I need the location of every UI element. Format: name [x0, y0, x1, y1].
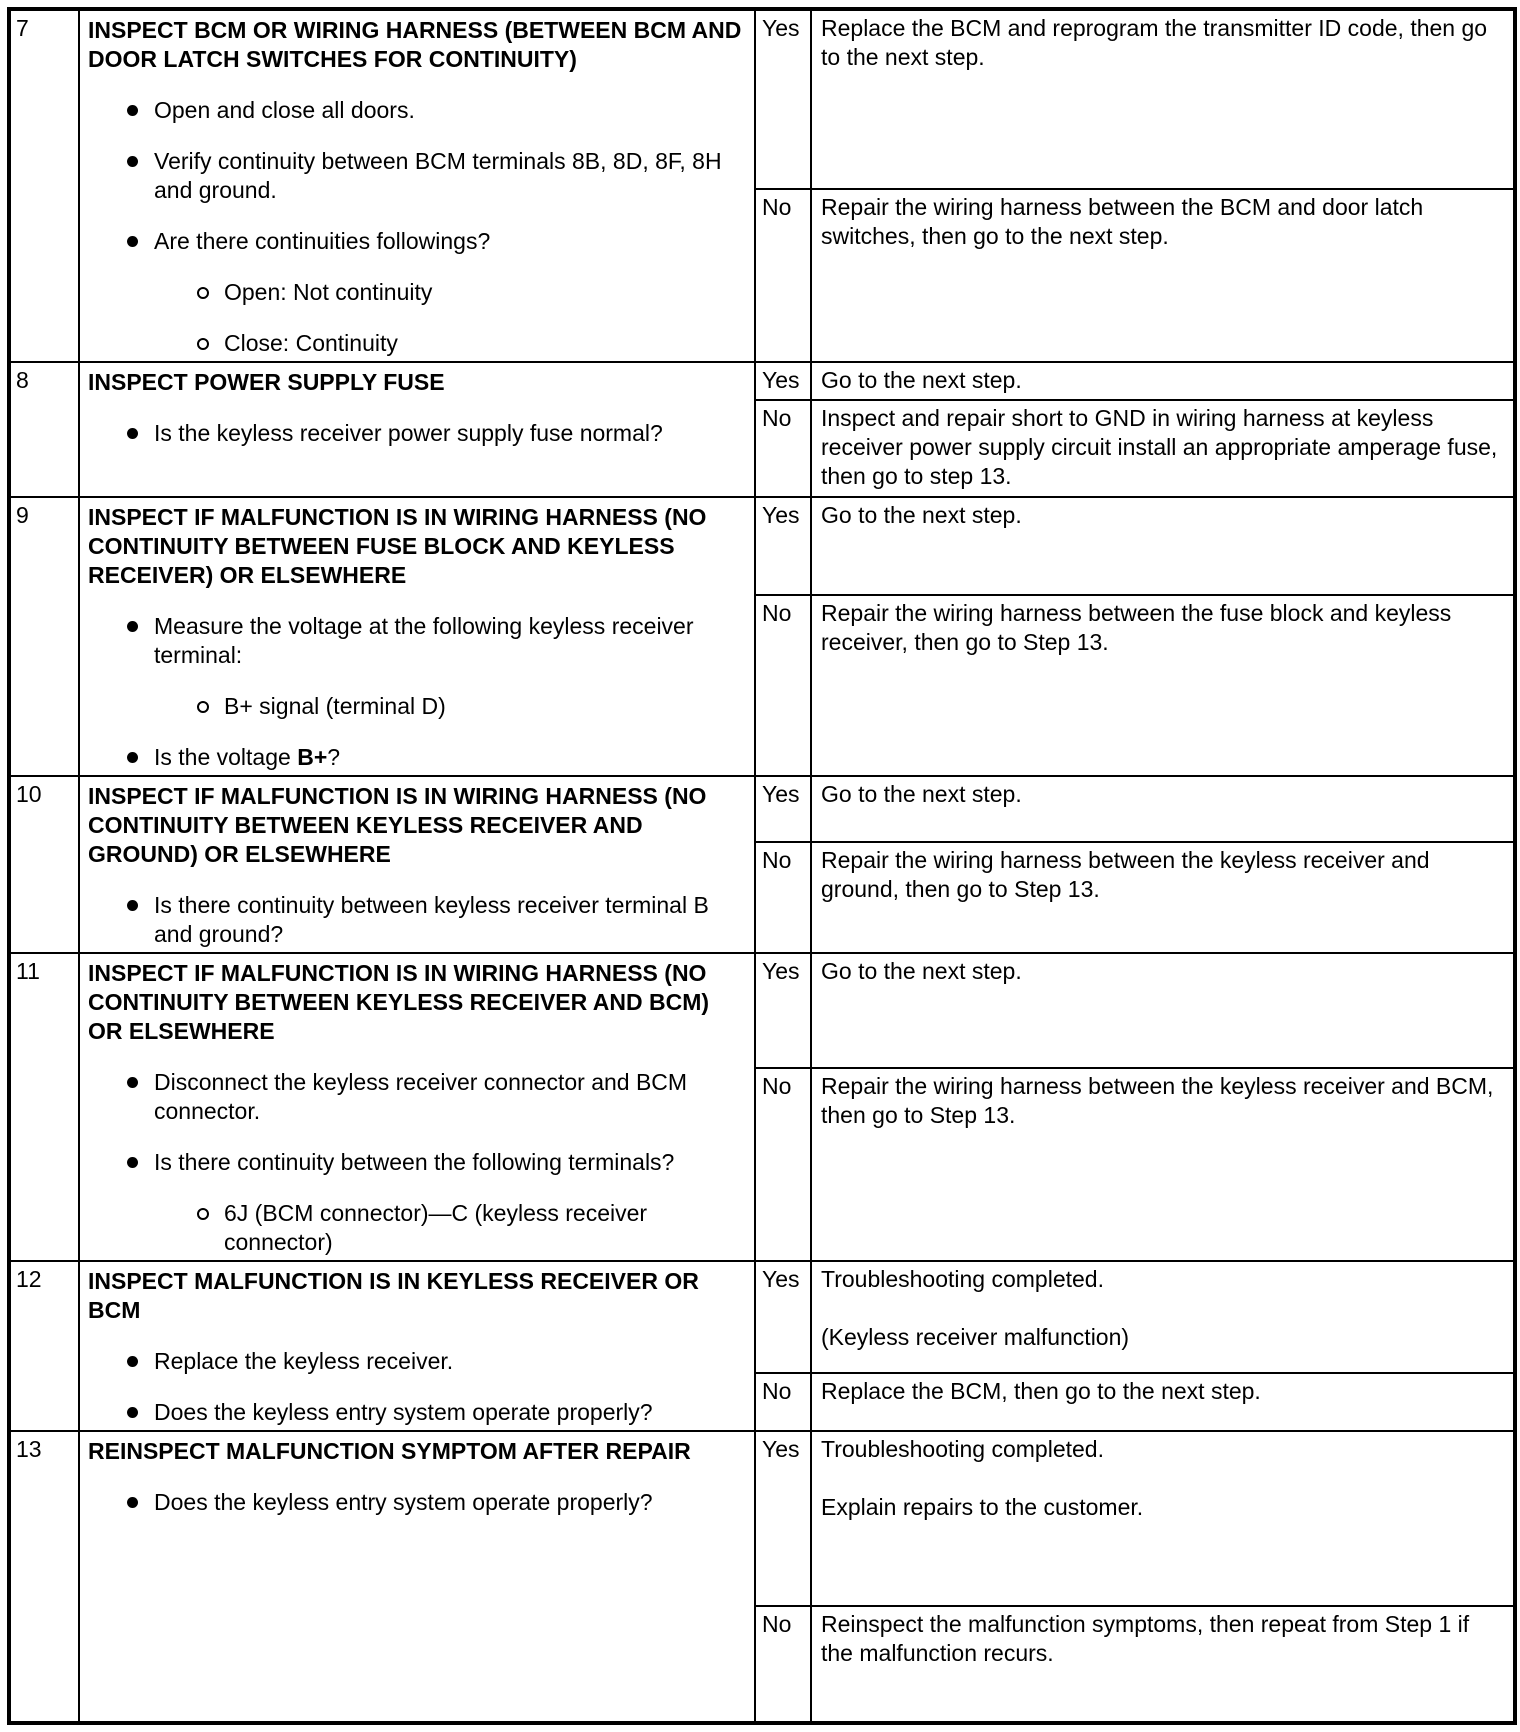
instruction-text: 6J (BCM connector)—C (keyless receiver connector) [224, 1200, 648, 1255]
no-label-cell: No [755, 595, 811, 776]
action-text: Replace the BCM, then go to the next step. [821, 1377, 1261, 1404]
yes-action-cell [811, 1261, 1515, 1373]
step-instruction [88, 1398, 744, 1427]
no-action-cell [811, 400, 1515, 497]
action-text: (Keyless receiver malfunction) [821, 1324, 1130, 1350]
table-row [9, 362, 1515, 400]
circle-icon [196, 692, 224, 721]
step-title: REINSPECT MALFUNCTION SYMPTOM AFTER REPAIR [88, 1438, 691, 1464]
instruction-text [154, 743, 744, 772]
step-instruction [88, 891, 744, 949]
step-title: INSPECT POWER SUPPLY FUSE [88, 369, 445, 395]
step-instruction [88, 227, 744, 256]
step-instruction [88, 1148, 744, 1177]
step-number: 12 [16, 1266, 42, 1292]
yes-action-cell [811, 497, 1515, 595]
no-action-cell [811, 595, 1515, 776]
step-number-cell [9, 9, 79, 362]
bullet-icon [126, 1148, 154, 1177]
step-instruction [88, 329, 744, 358]
no-action-cell [811, 189, 1515, 362]
instruction-text: B+ signal (terminal D) [224, 693, 446, 719]
step-instruction [88, 612, 744, 670]
instruction-text: Are there continuities followings? [154, 228, 491, 254]
instruction-text: Verify continuity between BCM terminals 8B, 8D, 8F, 8H and ground. [154, 148, 722, 203]
step-instruction [88, 147, 744, 205]
bullet-icon [126, 743, 154, 772]
table-row [9, 1431, 1515, 1606]
yes-action-cell [811, 953, 1515, 1068]
action-text [821, 1294, 1505, 1323]
step-description-cell [79, 953, 755, 1261]
no-label-cell: No [755, 1606, 811, 1723]
instruction-text: Is the keyless receiver power supply fuse normal? [154, 420, 663, 446]
bullet-icon [126, 1347, 154, 1376]
no-action-cell [811, 842, 1515, 953]
step-description-cell [79, 9, 755, 362]
step-title: INSPECT IF MALFUNCTION IS IN WIRING HARNESS (NO CONTINUITY BETWEEN KEYLESS RECEIVER AND GROUND) OR ELSEWHERE [88, 783, 707, 867]
step-number: 8 [16, 367, 29, 393]
bullet-icon [126, 1488, 154, 1517]
bullet-icon [126, 227, 154, 256]
step-number: 11 [16, 958, 40, 984]
action-text: Troubleshooting completed. [821, 1266, 1104, 1292]
troubleshooting-table [7, 7, 1517, 1725]
yes-action-cell [811, 362, 1515, 400]
no-label-cell: No [755, 842, 811, 953]
instruction-text: Measure the voltage at the following keyless receiver terminal: [154, 613, 694, 668]
table-row [9, 953, 1515, 1068]
action-text [821, 1464, 1505, 1493]
instruction-text: Does the keyless entry system operate properly? [154, 1399, 653, 1425]
yes-action-cell [811, 1431, 1515, 1606]
step-number-cell [9, 1431, 79, 1723]
instruction-text: Replace the keyless receiver. [154, 1348, 454, 1374]
bullet-icon [126, 96, 154, 125]
step-description-cell [79, 362, 755, 497]
no-action-cell [811, 1068, 1515, 1261]
table-row [9, 1261, 1515, 1373]
action-text: Repair the wiring harness between the BCM and door latch switches, then go to the next step. [821, 193, 1424, 249]
instruction-text: Disconnect the keyless receiver connector and BCM connector. [154, 1069, 688, 1124]
yes-action-cell [811, 9, 1515, 189]
instruction-text: Is there continuity between the following terminals? [154, 1149, 675, 1175]
yes-label-cell: Yes [755, 9, 811, 189]
yes-label-cell: Yes [755, 776, 811, 842]
step-number-cell [9, 1261, 79, 1431]
yes-label-cell: Yes [755, 497, 811, 595]
circle-icon [196, 329, 224, 358]
step-instruction [88, 419, 744, 448]
instruction-text: Open and close all doors. [154, 97, 415, 123]
action-text: Reinspect the malfunction symptoms, then repeat from Step 1 if the malfunction recurs. [821, 1611, 1470, 1666]
yes-label-cell: Yes [755, 362, 811, 400]
bullet-icon [126, 612, 154, 670]
troubleshooting-table-body [9, 9, 1515, 1723]
no-label-cell: No [755, 1068, 811, 1261]
yes-label-cell: Yes [755, 953, 811, 1068]
no-label-cell: No [755, 189, 811, 362]
yes-label-cell: Yes [755, 1431, 811, 1606]
instruction-text: Open: Not continuity [224, 279, 433, 305]
circle-icon [196, 1199, 224, 1257]
bold-text: B+ [297, 744, 328, 770]
no-label-cell: No [755, 400, 811, 497]
plain-text: Is the voltage [154, 744, 298, 770]
instruction-text: Is there continuity between keyless receiver terminal B and ground? [154, 892, 709, 947]
table-row [9, 776, 1515, 842]
plain-text: ? [327, 744, 341, 770]
no-action-cell [811, 1373, 1515, 1431]
step-number: 10 [16, 781, 42, 807]
step-number-cell [9, 497, 79, 776]
step-description-cell [79, 776, 755, 953]
bullet-icon [126, 891, 154, 949]
no-action-cell [811, 1606, 1515, 1723]
step-number-cell [9, 953, 79, 1261]
bullet-icon [126, 1068, 154, 1126]
step-title: INSPECT BCM OR WIRING HARNESS (BETWEEN BCM AND DOOR LATCH SWITCHES FOR CONTINUITY) [88, 17, 742, 72]
bullet-icon [126, 147, 154, 205]
action-text: Repair the wiring harness between the keyless receiver and BCM, then go to Step 13. [821, 1072, 1494, 1128]
action-text: Replace the BCM and reprogram the transmitter ID code, then go to the next step. [821, 15, 1488, 70]
step-title: INSPECT IF MALFUNCTION IS IN WIRING HARNESS (NO CONTINUITY BETWEEN FUSE BLOCK AND KEYLESS RECEIVER) OR ELSEWHERE [88, 504, 707, 588]
table-row [9, 497, 1515, 595]
step-number: 13 [16, 1436, 42, 1462]
step-number-cell [9, 776, 79, 953]
action-text: Inspect and repair short to GND in wiring harness at keyless receiver power supply circuit install an appropriate amperage fuse, then go to step 13. [821, 405, 1498, 489]
step-description-cell [79, 1431, 755, 1723]
step-number: 9 [16, 502, 29, 528]
step-title: INSPECT IF MALFUNCTION IS IN WIRING HARNESS (NO CONTINUITY BETWEEN KEYLESS RECEIVER AND BCM) OR ELSEWHERE [88, 960, 710, 1044]
bullet-icon [126, 1398, 154, 1427]
step-instruction [88, 743, 744, 772]
circle-icon [196, 278, 224, 307]
table-row [9, 9, 1515, 189]
action-text: Repair the wiring harness between the fuse block and keyless receiver, then go to Step 13. [821, 600, 1452, 656]
step-instruction [88, 1199, 744, 1257]
instruction-text: Does the keyless entry system operate properly? [154, 1489, 653, 1515]
instruction-text: Close: Continuity [224, 330, 398, 356]
action-text: Go to the next step. [821, 958, 1022, 984]
yes-action-cell [811, 776, 1515, 842]
bullet-icon [126, 419, 154, 448]
step-description-cell [79, 497, 755, 776]
action-text: Troubleshooting completed. [821, 1436, 1104, 1462]
step-instruction [88, 1488, 744, 1517]
action-text: Explain repairs to the customer. [821, 1494, 1144, 1520]
action-text: Go to the next step. [821, 367, 1022, 393]
action-text: Go to the next step. [821, 781, 1022, 807]
yes-label-cell: Yes [755, 1261, 811, 1373]
step-instruction [88, 1068, 744, 1126]
step-number-cell [9, 362, 79, 497]
step-instruction [88, 278, 744, 307]
step-instruction [88, 692, 744, 721]
step-number: 7 [16, 15, 29, 41]
step-instruction [88, 1347, 744, 1376]
step-instruction [88, 96, 744, 125]
action-text: Go to the next step. [821, 502, 1022, 528]
step-title: INSPECT MALFUNCTION IS IN KEYLESS RECEIVER OR BCM [88, 1268, 699, 1323]
step-description-cell [79, 1261, 755, 1431]
no-label-cell: No [755, 1373, 811, 1431]
action-text: Repair the wiring harness between the keyless receiver and ground, then go to Step 13. [821, 846, 1430, 902]
